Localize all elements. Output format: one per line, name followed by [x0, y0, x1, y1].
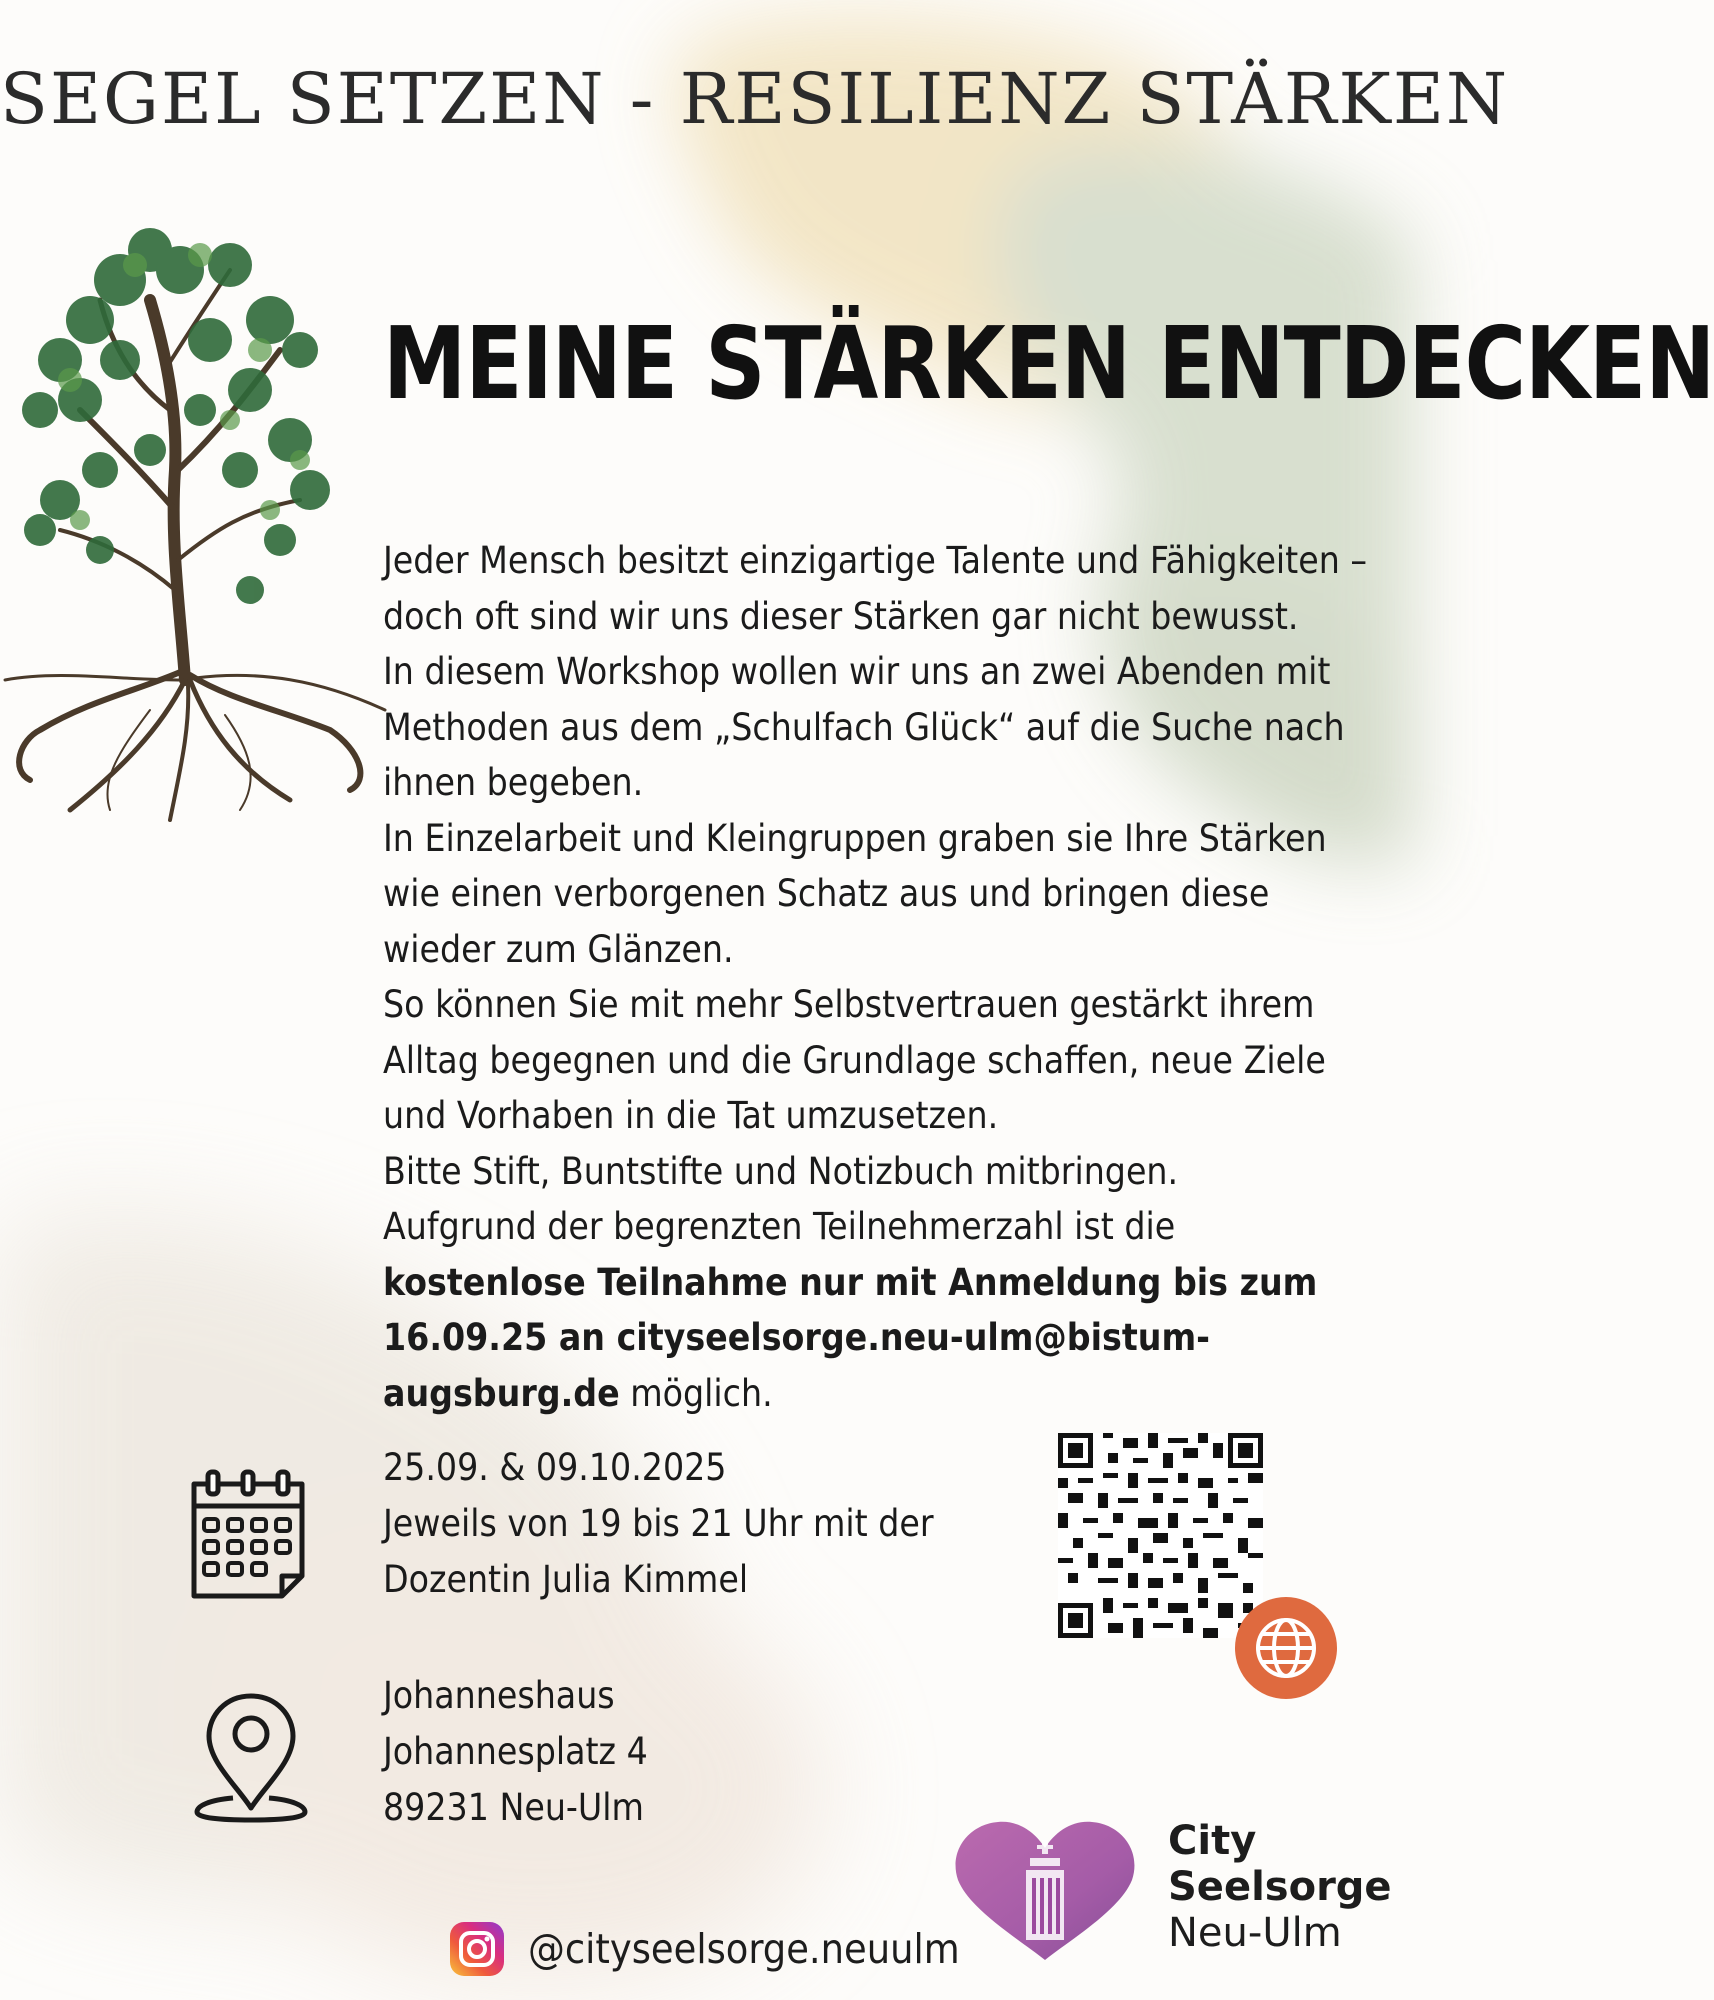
qr-code[interactable] [1058, 1433, 1263, 1638]
paragraph-benefit: So können Sie mit mehr Selbstvertrauen gestärkt ihrem Alltag begegnen und die Grundlage schaffen, neue Ziele und Vorhaben in die Tat umzusetzen. [383, 983, 1326, 1137]
paragraph-registration [383, 1199, 1383, 1421]
instagram-handle[interactable]: @cityseelsorge.neuulm [528, 1925, 960, 1973]
paragraph-materials: Bitte Stift, Buntstifte und Notizbuch mitbringen. [383, 1149, 1179, 1193]
globe-badge[interactable] [1235, 1597, 1337, 1699]
logo-line-seelsorge: Seelsorge [1168, 1864, 1392, 1910]
series-title: SEGEL SETZEN - RESILIENZ STÄRKEN [0, 58, 1510, 140]
event-dates: 25.09. & 09.10.2025 [383, 1446, 727, 1489]
paragraph-workshop: In diesem Workshop wollen wir uns an zwei Abenden mit Methoden aus dem „Schulfach Glück“ auf die Suche nach ihnen begeben. [383, 650, 1345, 804]
headline: MEINE STÄRKEN ENTDECKEN [383, 305, 1714, 422]
calendar-icon [186, 1466, 310, 1600]
event-time: Jeweils von 19 bis 21 Uhr mit der [383, 1502, 934, 1545]
tree-illustration [0, 210, 390, 830]
venue-street: Johannesplatz 4 [383, 1730, 648, 1773]
paragraph-method: In Einzelarbeit und Kleingruppen graben sie Ihre Stärken wie einen verborgenen Schatz aus und bringen diese wieder zum Glänzen. [383, 816, 1327, 971]
venue-name: Johanneshaus [383, 1674, 615, 1717]
logo-line-city: City [1168, 1818, 1257, 1864]
description [383, 533, 1383, 1421]
event-lecturer: Dozentin Julia Kimmel [383, 1558, 749, 1601]
venue-city: 89231 Neu-Ulm [383, 1786, 644, 1829]
registration-text: Aufgrund der begrenzten Teilnehmerzahl ist die [383, 1205, 1176, 1248]
city-seelsorge-logo-heart [950, 1810, 1140, 1970]
registration-deadline[interactable]: kostenlose Teilnahme nur mit Anmeldung bis zum 16.09.25 an cityseelsorge.neu-ulm@bistum-augsburg.de [383, 1260, 1318, 1415]
city-seelsorge-logo-text [1168, 1818, 1392, 1956]
logo-line-neu-ulm: Neu-Ulm [1168, 1910, 1342, 1956]
globe-icon [1235, 1597, 1337, 1699]
event-details [383, 1440, 934, 1608]
paragraph-intro: Jeder Mensch besitzt einzigartige Talente und Fähigkeiten – doch oft sind wir uns dieser Stärken gar nicht bewusst. [383, 539, 1368, 638]
instagram-glyph [450, 1922, 504, 1976]
location-details [383, 1668, 648, 1836]
instagram-icon[interactable] [450, 1922, 504, 1976]
registration-end: möglich. [630, 1371, 773, 1415]
map-pin-icon [193, 1688, 309, 1824]
